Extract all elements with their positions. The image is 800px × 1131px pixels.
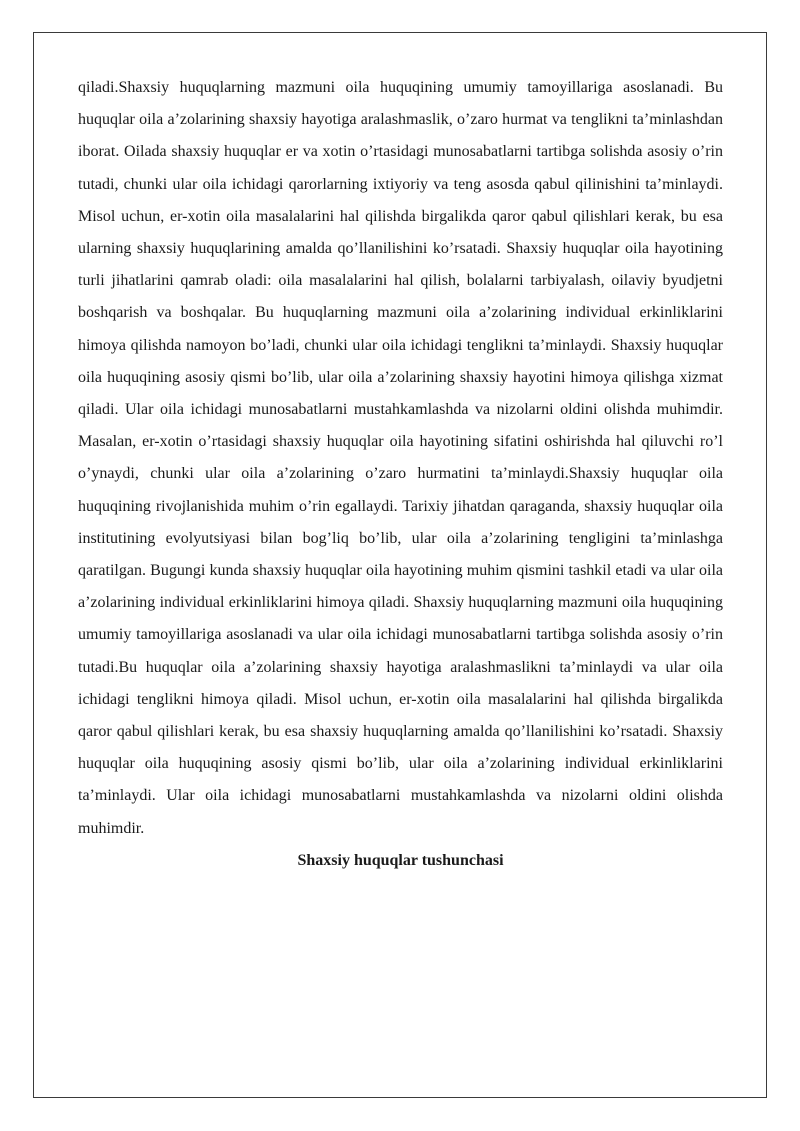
section-heading: Shaxsiy huquqlar tushunchasi (297, 851, 504, 869)
page-content (78, 72, 723, 877)
body-paragraph: qiladi.Shaxsiy huquqlarning mazmuni oila huquqining umumiy tamoyillariga asoslanadi. Bu huquqlar oila a’zolarining shaxsiy hayotiga aralashmaslik, o’zaro hurmat va tenglikni ta’minlashdan iborat. Oilada shaxsiy huquqlar er va xotin o’rtasidagi munosabatlarni tartibga solishda asosiy o’rin tutadi, chunki ular oila ichidagi qarorlarning ixtiyoriy va teng asosda qabul qilinishini ta’minlaydi. Misol uchun, er-xotin oila masalalarini hal qilishda birgalikda qaror qabul qilishlari kerak, bu esa ularning shaxsiy huquqlarining amalda qo’llanilishini ko’rsatadi. Shaxsiy huquqlar oila hayotining turli jihatlarini qamrab oladi: oila masalalarini hal qilish, bolalarni tarbiyalash, oilaviy byudjetni boshqarish va boshqalar. Bu huquqlarning mazmuni oila a’zolarining individual erkinliklarini himoya qilishda namoyon bo’ladi, chunki ular oila ichidagi tenglikni ta’minlaydi. Shaxsiy huquqlar oila huquqining asosiy qismi bo’lib, ular oila a’zolarining shaxsiy hayotini himoya qilishga xizmat qiladi. Ular oila ichidagi munosabatlarni mustahkamlashda va nizolarni oldini olishda muhimdir. Masalan, er-xotin o’rtasidagi shaxsiy huquqlar oila hayotining sifatini oshirishda hal qiluvchi ro’l o’ynaydi, chunki ular oila a’zolarining o’zaro hurmatini ta’minlaydi.Shaxsiy huquqlar oila huquqining rivojlanishida muhim o’rin egallaydi. Tarixiy jihatdan qaraganda, shaxsiy huquqlar oila institutining evolyutsiyasi bilan bog’liq bo’lib, ular oila a’zolarining tengligini ta’minlashga qaratilgan. Bugungi kunda shaxsiy huquqlar oila hayotining muhim qismini tashkil etadi va ular oila a’zolarining individual erkinliklarini himoya qiladi. Shaxsiy huquqlarning mazmuni oila huquqining umumiy tamoyillariga asoslanadi va ular oila ichidagi munosabatlarni tartibga solishda asosiy o’rin tutadi.Bu huquqlar oila a’zolarining shaxsiy hayotiga aralashmaslikni ta’minlaydi va ular oila ichidagi tenglikni himoya qiladi. Misol uchun, er-xotin oila masalalarini hal qilishda birgalikda qaror qabul qilishlari kerak, bu esa shaxsiy huquqlarning amalda qo’llanilishini ko’rsatadi. Shaxsiy huquqlar oila huquqining asosiy qismi bo’lib, ular oila a’zolarining individual erkinliklarini ta’minlaydi. Ular oila ichidagi munosabatlarni mustahkamlashda va nizolarni oldini olishda muhimdir. (78, 79, 723, 837)
